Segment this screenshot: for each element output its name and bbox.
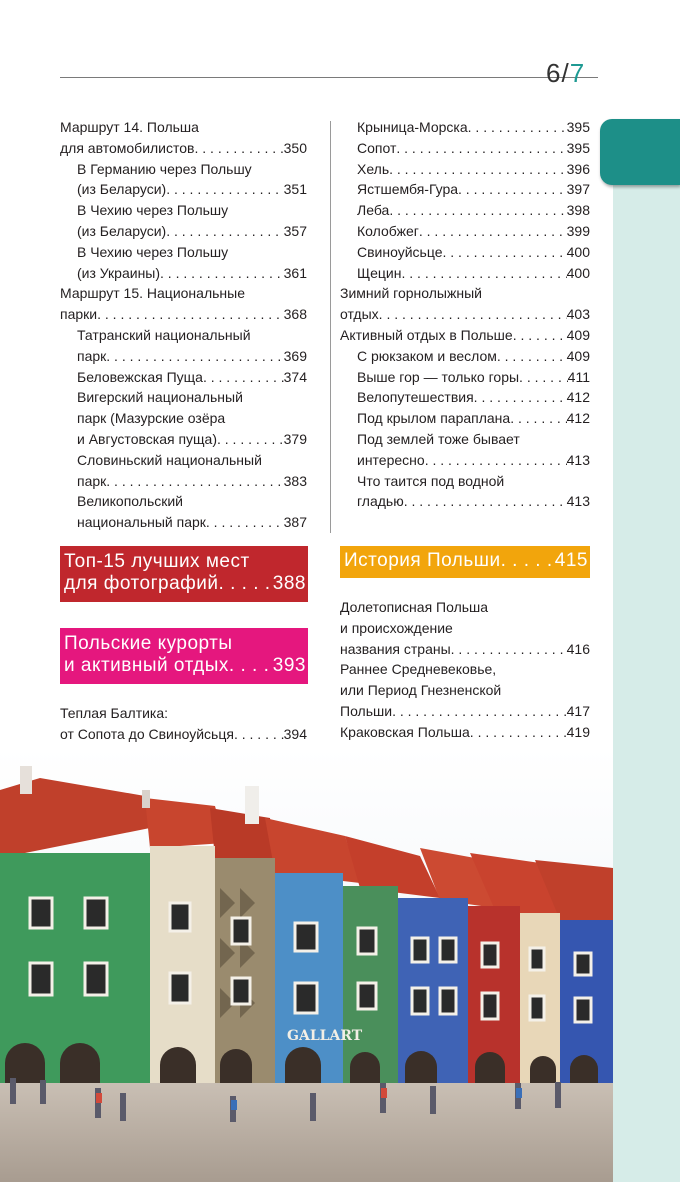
toc-entry[interactable] <box>60 179 307 200</box>
toc-entry <box>340 659 590 680</box>
toc-entry <box>60 387 307 408</box>
townhouses-photo <box>0 748 613 1182</box>
toc-entry[interactable] <box>340 722 590 743</box>
toc-entry-title: или Период Гнезненской <box>340 682 502 699</box>
toc-entry-page: 395 <box>566 119 590 135</box>
toc-entry-title: Леба <box>357 202 390 219</box>
banner-title: для фотографий <box>64 573 219 594</box>
toc-entry-page: 395 <box>566 139 590 156</box>
photo-sign-text: GALLART <box>287 1028 363 1044</box>
page-number-prev: 6/ <box>546 58 570 88</box>
toc-column-left <box>60 117 307 533</box>
toc-entry-page: 398 <box>566 202 590 219</box>
toc-entry-page: 416 <box>566 640 590 657</box>
toc-entry[interactable] <box>340 346 590 367</box>
page-number-current: 7 <box>569 58 586 88</box>
toc-entry[interactable] <box>60 263 307 284</box>
toc-entry-page: 387 <box>283 514 307 531</box>
toc-entry-title: парк <box>77 347 107 364</box>
toc-entry <box>60 159 307 180</box>
toc-entry[interactable] <box>340 450 590 471</box>
toc-entry-title: Раннее Средневековье, <box>340 661 497 678</box>
toc-entry[interactable] <box>340 408 590 429</box>
toc-entry[interactable] <box>60 138 307 159</box>
toc-entry[interactable] <box>340 179 590 200</box>
toc-entry[interactable] <box>340 159 590 180</box>
toc-entry-title: Теплая Балтика: <box>60 705 169 721</box>
toc-entry-title: Маршрут 15. Национальные <box>60 285 245 302</box>
toc-entry[interactable] <box>340 639 590 660</box>
toc-entry-title: Краковская Польша <box>340 723 470 740</box>
toc-entry-page: 350 <box>283 139 307 156</box>
toc-entry-page: 419 <box>566 723 590 740</box>
toc-entry[interactable] <box>60 221 307 242</box>
banner-page: 415 <box>554 550 588 571</box>
toc-entry-title: (из Украины) <box>77 264 161 281</box>
toc-entry-title: Татранский национальный <box>77 326 251 343</box>
toc-entry-page: 383 <box>283 472 307 489</box>
dot-leader <box>379 304 567 325</box>
toc-entry-title: Долетописная Польша <box>340 599 489 615</box>
toc-entry-title: С рюкзаком и веслом <box>357 347 497 364</box>
toc-entry-title: отдых <box>340 306 379 323</box>
toc-entry-title: В Чехию через Польшу <box>77 202 229 219</box>
dot-leader <box>519 367 568 388</box>
toc-entry[interactable] <box>340 367 590 388</box>
toc-entry-title: от Сопота до Свиноуйсьця <box>60 725 234 742</box>
dot-leader <box>389 200 566 221</box>
toc-entry-title: (из Беларуси) <box>77 181 167 198</box>
toc-entry <box>60 283 307 304</box>
toc-entry <box>60 325 307 346</box>
banner-line-entry <box>64 655 306 677</box>
toc-entry-title: В Германию через Польшу <box>77 160 252 177</box>
toc-entry <box>340 597 590 618</box>
header-rule <box>60 77 598 78</box>
toc-entry[interactable] <box>60 724 307 745</box>
toc-entry-title: парк <box>77 472 107 489</box>
toc-entry-title: гладью <box>357 493 404 510</box>
toc-column-right-bottom <box>340 597 590 743</box>
toc-entry-title: названия страны <box>340 640 451 657</box>
toc-entry[interactable] <box>340 221 590 242</box>
toc-entry-title: и Августовская пуща) <box>77 430 217 447</box>
toc-entry-title: Активный отдых в Польше <box>340 326 513 343</box>
dot-leader <box>443 242 567 263</box>
toc-entry-title: для автомобилистов <box>60 139 195 156</box>
toc-entry-title: Польши <box>340 702 393 719</box>
toc-entry-title: национальный парк <box>77 514 206 531</box>
banner-title: и активный отдых <box>64 655 229 676</box>
toc-entry-title: Словиньский национальный <box>77 451 262 468</box>
dot-leader <box>194 138 283 159</box>
banner-page: 393 <box>272 655 306 676</box>
toc-entry <box>340 680 590 701</box>
toc-entry <box>60 703 307 724</box>
banner-line: Топ-15 лучших мест <box>64 551 250 572</box>
toc-entry-title: Зимний горнолыжный <box>340 285 482 302</box>
toc-entry-title: парки <box>60 306 98 323</box>
toc-entry-page: 409 <box>566 326 590 343</box>
dot-leader <box>458 179 567 200</box>
toc-entry[interactable] <box>60 367 307 388</box>
toc-entry-page: 379 <box>283 430 307 447</box>
toc-entry-page: 394 <box>283 725 307 742</box>
toc-entry[interactable] <box>340 701 590 722</box>
dot-leader <box>451 639 567 660</box>
toc-entry-title: Велопутешествия <box>357 389 474 406</box>
toc-entry-title: парк (Мазурские озёра <box>77 410 226 427</box>
toc-entry <box>60 408 307 429</box>
toc-entry <box>60 491 307 512</box>
dot-leader <box>166 221 283 242</box>
toc-entry[interactable] <box>340 242 590 263</box>
toc-column-right <box>340 117 590 512</box>
toc-entry-title: Вигерский национальный <box>77 389 243 406</box>
toc-entry <box>340 471 590 492</box>
dot-leader <box>470 722 567 743</box>
column-divider <box>330 121 331 533</box>
toc-entry <box>340 429 590 450</box>
dot-leader <box>468 117 567 138</box>
toc-entry-page: 411 <box>567 368 590 385</box>
banner-line: Польские курорты <box>64 633 233 654</box>
toc-entry-page: 368 <box>283 306 307 323</box>
toc-entry-page: 397 <box>566 181 590 198</box>
toc-entry-title: Ястшембя-Гура <box>357 181 459 198</box>
section-banner-history[interactable] <box>340 546 590 578</box>
toc-entry-page: 400 <box>566 264 590 281</box>
toc-entry <box>60 117 307 138</box>
dot-leader <box>474 387 567 408</box>
toc-entry[interactable] <box>340 304 590 325</box>
section-banner-photo-spots[interactable] <box>60 546 308 602</box>
toc-entry[interactable] <box>60 346 307 367</box>
dot-leader <box>160 263 284 284</box>
toc-entry[interactable] <box>60 429 307 450</box>
toc-entry-title: В Чехию через Польшу <box>77 243 229 260</box>
dot-leader <box>513 325 567 346</box>
toc-entry-title: Колобжег <box>357 222 419 239</box>
toc-entry-page: 361 <box>283 264 307 281</box>
toc-entry <box>60 200 307 221</box>
dot-leader <box>234 724 284 745</box>
sidebar-strip <box>613 185 680 1182</box>
toc-entry-title: Щецин <box>357 264 402 281</box>
toc-column-left-bottom <box>60 703 307 745</box>
section-banner-resorts[interactable] <box>60 628 308 684</box>
toc-entry-page: 351 <box>283 181 307 198</box>
toc-entry-title: интересно <box>357 451 425 468</box>
banner-page: 388 <box>272 573 306 594</box>
toc-entry-title: Сопот <box>357 139 397 156</box>
page-number <box>546 58 585 89</box>
dot-leader <box>401 263 566 284</box>
toc-entry[interactable] <box>340 200 590 221</box>
dot-leader <box>97 304 284 325</box>
toc-entry[interactable] <box>340 138 590 159</box>
toc-entry-title: Беловежская Пуща <box>77 368 203 385</box>
toc-entry <box>60 242 307 263</box>
banner-line-entry <box>64 573 306 595</box>
dot-leader <box>206 512 284 533</box>
toc-entry <box>340 618 590 639</box>
toc-entry-title: Хель <box>357 160 390 177</box>
toc-entry[interactable] <box>340 325 590 346</box>
toc-entry-title: Маршрут 14. Польша <box>60 119 199 135</box>
dot-leader <box>425 450 567 471</box>
toc-entry-page: 374 <box>283 368 307 385</box>
toc-entry-page: 400 <box>566 243 590 260</box>
dot-leader <box>404 491 567 512</box>
dot-leader <box>419 221 567 242</box>
dot-leader <box>497 346 567 367</box>
toc-entry-page: 403 <box>566 306 590 323</box>
dot-leader <box>203 367 284 388</box>
toc-entry-page: 409 <box>566 347 590 364</box>
toc-entry-page: 399 <box>566 222 590 239</box>
toc-entry-title: Выше гор — только горы <box>357 368 520 385</box>
toc-entry[interactable] <box>60 471 307 492</box>
toc-entry <box>60 450 307 471</box>
chapter-tab[interactable] <box>600 119 680 185</box>
toc-entry <box>340 283 590 304</box>
dot-leader <box>217 429 284 450</box>
toc-entry-title: Свиноуйсьце <box>357 243 443 260</box>
toc-entry[interactable] <box>60 304 307 325</box>
toc-entry-page: 357 <box>283 222 307 239</box>
toc-entry[interactable] <box>340 491 590 512</box>
toc-entry-title: Великопольский <box>77 493 184 510</box>
toc-entry-title: Под землей тоже бывает <box>357 430 520 447</box>
toc-entry-title: и происхождение <box>340 619 453 636</box>
banner-title: История Польши <box>344 550 501 571</box>
toc-entry-page: 413 <box>566 451 590 468</box>
toc-entry-page: 396 <box>566 160 590 177</box>
banner-line-entry <box>344 550 588 572</box>
dot-leader <box>166 179 283 200</box>
dot-leader <box>389 159 567 180</box>
toc-entry-title: Что таится под водной <box>357 472 505 489</box>
dot-leader <box>106 346 283 367</box>
dot-leader <box>396 138 566 159</box>
dot-leader <box>106 471 283 492</box>
toc-entry-page: 412 <box>566 389 590 406</box>
dot-leader <box>510 408 566 429</box>
toc-entry-page: 412 <box>566 410 590 427</box>
toc-entry-page: 417 <box>566 702 590 719</box>
toc-entry[interactable] <box>60 512 307 533</box>
toc-entry[interactable] <box>340 263 590 284</box>
toc-entry[interactable] <box>340 117 590 138</box>
toc-entry-title: (из Беларуси) <box>77 222 167 239</box>
toc-entry-page: 413 <box>566 493 590 510</box>
dot-leader <box>392 701 567 722</box>
toc-entry-page: 369 <box>283 347 307 364</box>
toc-entry-title: Крыница-Морска <box>357 119 468 135</box>
toc-entry-title: Под крылом параплана <box>357 410 511 427</box>
toc-entry[interactable] <box>340 387 590 408</box>
